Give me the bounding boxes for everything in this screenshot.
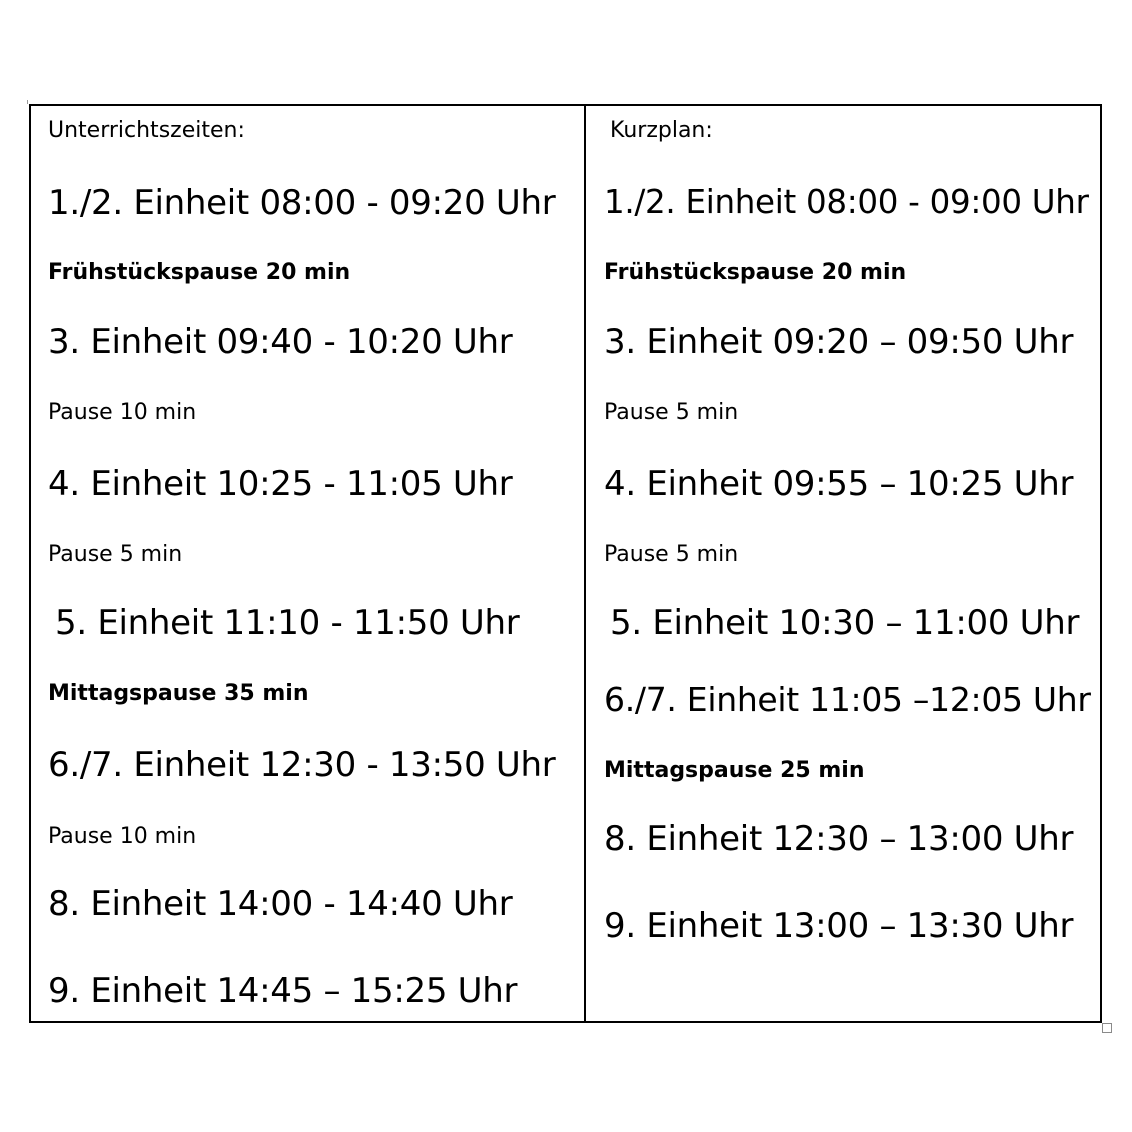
left-unit-1-2: 1./2. Einheit 08:00 - 09:20 Uhr: [48, 183, 556, 223]
right-lunch-break: Mittagspause 25 min: [604, 758, 865, 783]
left-break-after-4: Pause 5 min: [48, 542, 183, 567]
right-unit-6-7: 6./7. Einheit 11:05 –12:05 Uhr: [604, 680, 1091, 719]
left-lunch-break: Mittagspause 35 min: [48, 681, 309, 706]
left-unit-3: 3. Einheit 09:40 - 10:20 Uhr: [48, 322, 513, 362]
right-breakfast-break: Frühstückspause 20 min: [604, 260, 907, 285]
left-unit-6-7: 6./7. Einheit 12:30 - 13:50 Uhr: [48, 745, 556, 785]
right-unit-1-2: 1./2. Einheit 08:00 - 09:00 Uhr: [604, 183, 1089, 221]
right-unit-3: 3. Einheit 09:20 – 09:50 Uhr: [604, 322, 1074, 362]
right-break-after-4: Pause 5 min: [604, 542, 739, 567]
left-unit-5: 5. Einheit 11:10 - 11:50 Uhr: [55, 603, 520, 643]
table-corner-mark: [27, 100, 32, 104]
right-unit-9: 9. Einheit 13:00 – 13:30 Uhr: [604, 906, 1074, 946]
table-resize-handle[interactable]: [1102, 1023, 1112, 1033]
right-column-heading: Kurzplan:: [610, 118, 713, 143]
left-break-after-7: Pause 10 min: [48, 824, 197, 849]
right-break-after-3: Pause 5 min: [604, 400, 739, 425]
left-unit-4: 4. Einheit 10:25 - 11:05 Uhr: [48, 464, 513, 504]
right-unit-4: 4. Einheit 09:55 – 10:25 Uhr: [604, 464, 1074, 504]
left-column-heading: Unterrichtszeiten:: [48, 118, 245, 143]
left-unit-9: 9. Einheit 14:45 – 15:25 Uhr: [48, 971, 518, 1011]
right-unit-8: 8. Einheit 12:30 – 13:00 Uhr: [604, 819, 1074, 859]
column-divider: [584, 104, 586, 1023]
right-unit-5: 5. Einheit 10:30 – 11:00 Uhr: [610, 603, 1080, 643]
left-breakfast-break: Frühstückspause 20 min: [48, 260, 351, 285]
left-break-after-3: Pause 10 min: [48, 400, 197, 425]
left-unit-8: 8. Einheit 14:00 - 14:40 Uhr: [48, 884, 513, 924]
